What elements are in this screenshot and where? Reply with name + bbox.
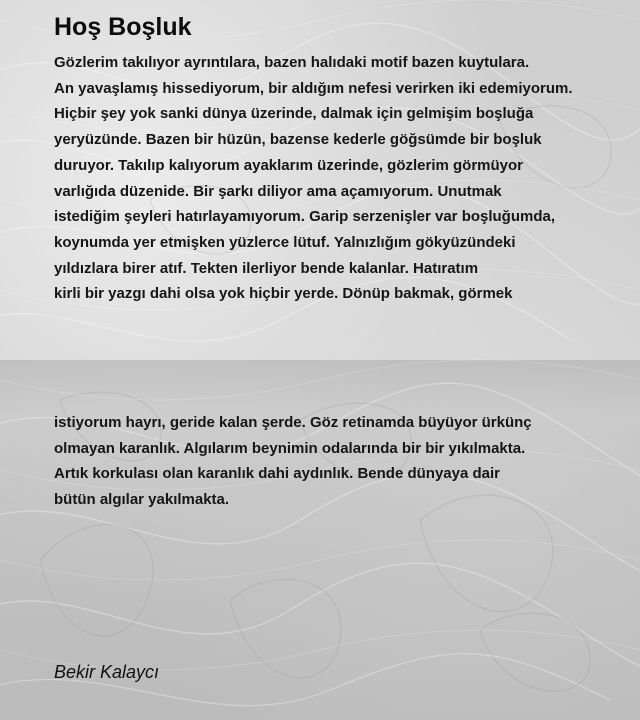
poem-line: istiyorum hayrı, geride kalan şerde. Göz retinamda büyüyor ürkünç [54,414,532,431]
poem-line: duruyor. Takılıp kalıyorum ayaklarım üzerinde, gözlerim görmüyor [54,156,524,174]
poem-line: kirli bir yazgı dahi olsa yok hiçbir yerde. Dönüp bakmak, görmek [54,285,513,303]
poem-line: varlığıda düzenide. Bir şarkı diliyor ama açamıyorum. Unutmak [54,182,502,200]
poem-line: olmayan karanlık. Algılarım beynimin odalarında bir bir yıkılmakta. [54,439,526,457]
poem-line: Gözlerim takılıyor ayrıntılara, bazen halıdaki motif bazen kuytulara. [54,54,530,71]
poem-line: yeryüzünde. Bazen bir hüzün, bazense kederle göğsümde bir boşluk [54,131,542,149]
poem-line: yıldızlara birer atıf. Tekten ilerliyor bende kalanlar. Hatıratım [54,259,479,277]
poem-line: bütün algılar yakılmakta. [54,491,230,509]
poem-line: Artık korkulası olan karanlık dahi aydınlık. Bende dünyaya dair [54,465,500,483]
poem-line: Hiçbir şey yok sanki dünya üzerinde, dalmak için gelmişim boşluğa [54,105,534,123]
poem-author: Bekir Kalaycı [54,662,160,682]
poem-title: Hoş Boşluk [54,13,192,41]
poem-body-part-1 [54,50,629,307]
poem-line: istediğim şeyleri hatırlayamıyorum. Garip serzenişler var boşluğumda, [54,208,556,226]
poem-body-part-2 [54,410,629,513]
poem-line: koynumda yer etmişken yüzlerce lütuf. Yalnızlığım gökyüzündeki [54,233,516,251]
poem-line: An yavaşlamış hissediyorum, bir aldığım nefesi verirken iki edemiyorum. [54,79,573,97]
